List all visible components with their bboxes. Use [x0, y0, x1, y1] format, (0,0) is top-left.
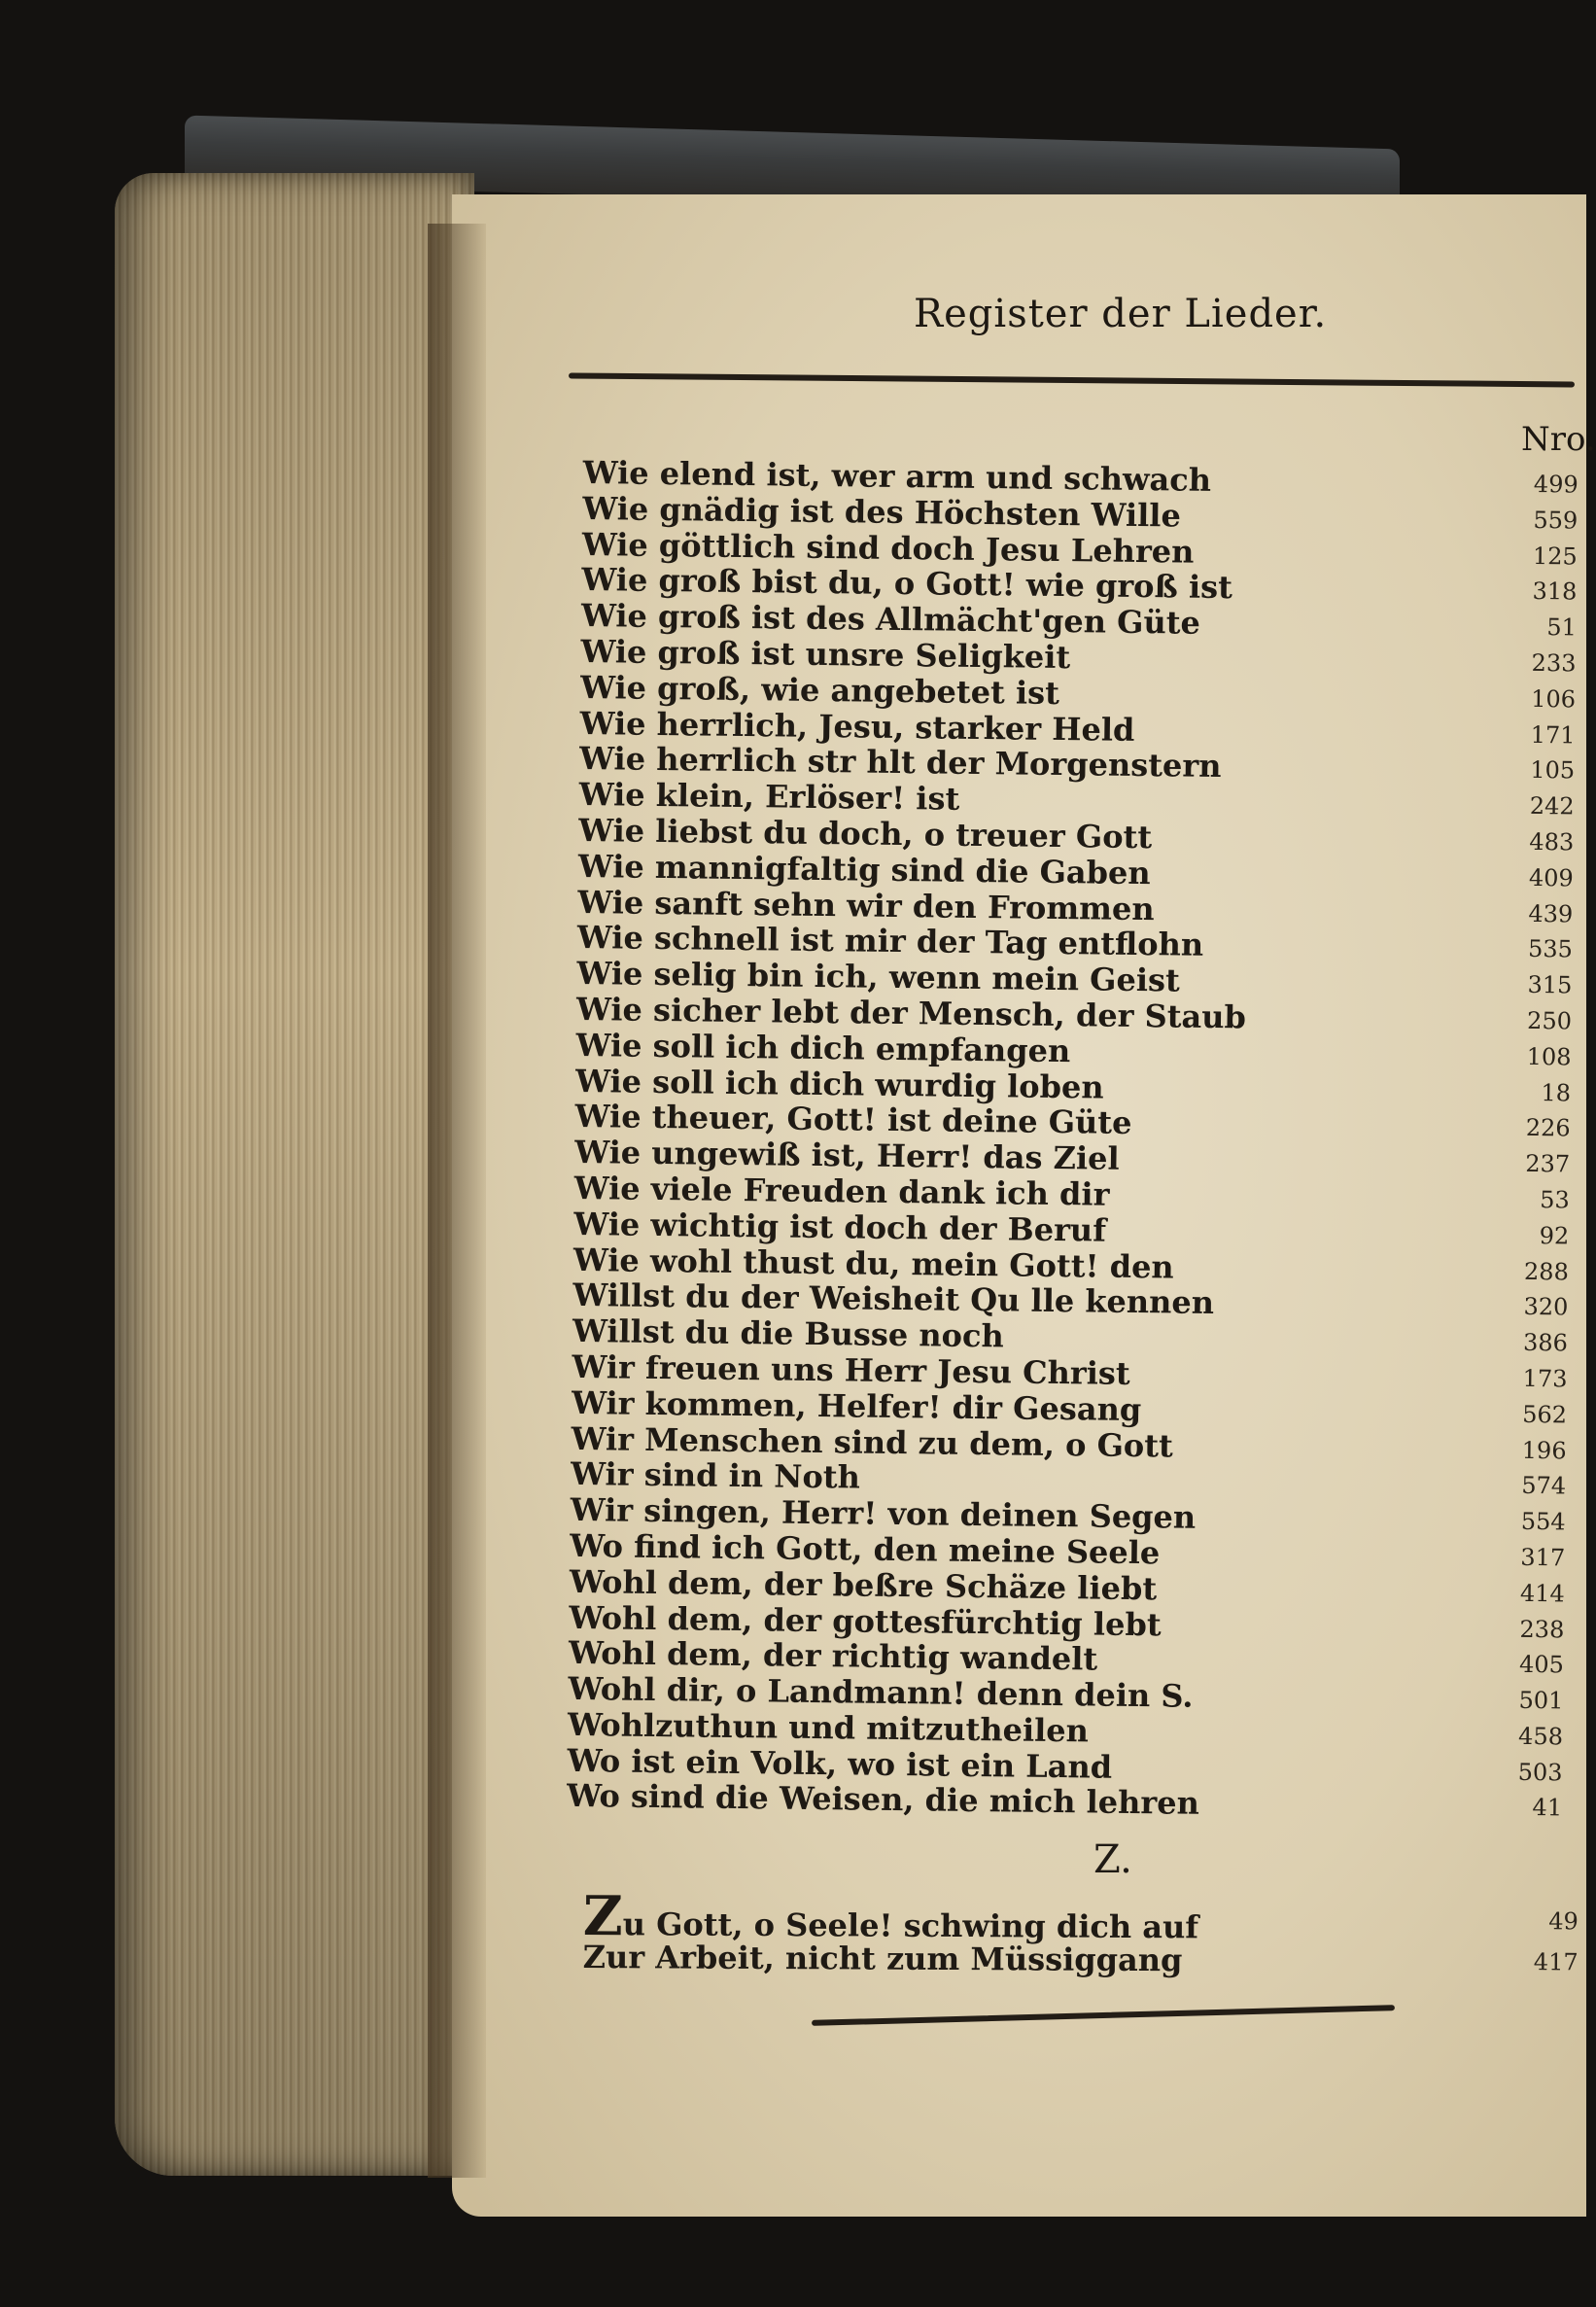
- entry-number: 242: [1529, 792, 1575, 821]
- entry-title: Wo sind die Weisen, die mich lehren: [566, 1777, 1200, 1823]
- entry-title: Wie schnell ist mir der Tag entflohn: [576, 919, 1204, 964]
- entry-number: 317: [1520, 1543, 1566, 1572]
- entry-title: Wo find ich Gott, den meine Seele: [570, 1526, 1161, 1572]
- entry-number: 574: [1521, 1472, 1567, 1500]
- entry-number: 237: [1525, 1150, 1571, 1178]
- index-entry: [582, 1884, 1584, 1949]
- entry-number: 288: [1523, 1257, 1569, 1285]
- entry-title: Wie groß ist unsre Seligkeit: [580, 632, 1071, 677]
- entry-title: Wohlzuthun und mitzutheilen: [567, 1705, 1090, 1750]
- entry-title: Zur Arbeit, nicht zum Müssiggang: [582, 1938, 1183, 1979]
- entry-title: Wir sind in Noth: [570, 1455, 861, 1496]
- entry-title: Wie groß, wie angebetet ist: [579, 668, 1060, 712]
- entry-title: Wohl dem, der beßre Schäze liebt: [569, 1562, 1158, 1607]
- page-title: Register der Lieder.: [914, 292, 1328, 336]
- entry-number: 238: [1519, 1615, 1565, 1643]
- entry-title: Wie mannigfaltig sind die Gaben: [577, 847, 1151, 891]
- entry-number: 171: [1530, 720, 1576, 750]
- entry-title: Wie göttlich sind doch Jesu Lehren: [581, 525, 1195, 571]
- entry-number: 559: [1533, 506, 1579, 535]
- entry-title: Wie groß ist des Allmächt'gen Güte: [580, 597, 1201, 642]
- entry-title: Wir Menschen sind zu dem, o Gott: [571, 1419, 1174, 1465]
- entry-number: 196: [1521, 1436, 1567, 1464]
- entry-number: 105: [1530, 756, 1576, 785]
- entry-title: Wir kommen, Helfer! dir Gesang: [571, 1383, 1142, 1428]
- entry-number: 51: [1546, 613, 1578, 642]
- entry-title: Wir freuen uns Herr Jesu Christ: [572, 1347, 1130, 1392]
- hymn-index-list-z: [582, 1884, 1584, 1982]
- entry-title: Wohl dem, der gottesfürchtig lebt: [569, 1598, 1162, 1643]
- entry-title: Wie sanft sehn wir den Frommen: [577, 883, 1155, 927]
- entry-title: Wie wohl thust du, mein Gott! den: [572, 1241, 1174, 1286]
- entry-title: Wie liebst du doch, o treuer Gott: [578, 811, 1153, 856]
- entry-number: 18: [1541, 1078, 1572, 1107]
- entry-number: 554: [1520, 1507, 1566, 1536]
- entry-number: 535: [1527, 935, 1574, 963]
- entry-title: Wo ist ein Volk, wo ist ein Land: [567, 1741, 1113, 1786]
- entry-title: Wie theuer, Gott! ist deine Güte: [574, 1098, 1132, 1142]
- entry-number: 503: [1517, 1758, 1563, 1787]
- entry-title: Wie selig bin ich, wenn mein Geist: [576, 955, 1181, 999]
- index-entry: [583, 1937, 1584, 1982]
- entry-number: 501: [1518, 1686, 1564, 1715]
- entry-title: Wohl dem, der richtig wandelt: [568, 1634, 1098, 1678]
- entry-number: 125: [1532, 542, 1578, 571]
- entry-title: Wie wichtig ist doch der Beruf: [573, 1205, 1107, 1249]
- entry-title: Wir singen, Herr! von deinen Segen: [570, 1491, 1197, 1536]
- entry-number: 483: [1529, 827, 1575, 856]
- entry-number: 92: [1539, 1221, 1570, 1250]
- page-edges: [115, 173, 474, 2176]
- entry-title: Wie herrlich str hlt der Morgenstern: [578, 740, 1222, 786]
- entry-title: Zu Gott, o Seele! schwing dich auf: [582, 1884, 1199, 1949]
- entry-number: 409: [1528, 863, 1574, 892]
- entry-title: Wohl dir, o Landmann! denn dein S.: [568, 1670, 1194, 1715]
- entry-title: Wie groß bist du, o Gott! wie groß ist: [581, 561, 1233, 607]
- entry-number: 414: [1519, 1579, 1565, 1608]
- entry-number: 49: [1548, 1907, 1579, 1936]
- entry-title: Wie soll ich dich empfangen: [575, 1026, 1071, 1069]
- entry-number: 173: [1522, 1364, 1568, 1393]
- entry-title: Wie klein, Erlöser! ist: [578, 776, 960, 818]
- entry-title: Wie herrlich, Jesu, starker Held: [579, 704, 1135, 749]
- entry-title: Wie gnädig ist des Höchsten Wille: [582, 489, 1182, 535]
- entry-title: Willst du die Busse noch: [572, 1312, 1004, 1355]
- entry-title: Wie viele Freuden dank ich dir: [573, 1169, 1110, 1213]
- entry-number: 106: [1531, 684, 1577, 714]
- entry-number: 405: [1518, 1651, 1565, 1679]
- page-gutter: [428, 224, 486, 2178]
- entry-number: 386: [1522, 1329, 1569, 1357]
- entry-number: 226: [1525, 1114, 1571, 1142]
- entry-number: 250: [1526, 1006, 1573, 1035]
- entry-number: 53: [1539, 1186, 1570, 1214]
- entry-number: 318: [1532, 577, 1578, 606]
- entry-number: 439: [1528, 899, 1574, 928]
- entry-title: Wie sicher lebt der Mensch, der Staub: [575, 990, 1247, 1036]
- entry-number: 417: [1533, 1948, 1579, 1976]
- entry-number: 108: [1526, 1042, 1572, 1071]
- entry-number: 233: [1531, 648, 1577, 678]
- section-letter: Z.: [1093, 1837, 1132, 1882]
- entry-number: 562: [1522, 1400, 1568, 1429]
- entry-number: 41: [1532, 1794, 1563, 1822]
- entry-number: 320: [1523, 1293, 1569, 1321]
- entry-number: 458: [1517, 1722, 1564, 1751]
- entry-title: Wie ungewiß ist, Herr! das Ziel: [574, 1134, 1120, 1177]
- entry-title: Willst du der Weisheit Qu lle kennen: [572, 1276, 1215, 1322]
- entry-title: Wie soll ich dich wurdig loben: [574, 1062, 1104, 1106]
- number-column-label: Nro.: [1521, 420, 1596, 459]
- entry-number: 315: [1527, 971, 1573, 999]
- entry-title: Wie elend ist, wer arm und schwach: [582, 454, 1212, 499]
- hymn-index-list: [567, 455, 1584, 1827]
- entry-number: 499: [1533, 470, 1579, 499]
